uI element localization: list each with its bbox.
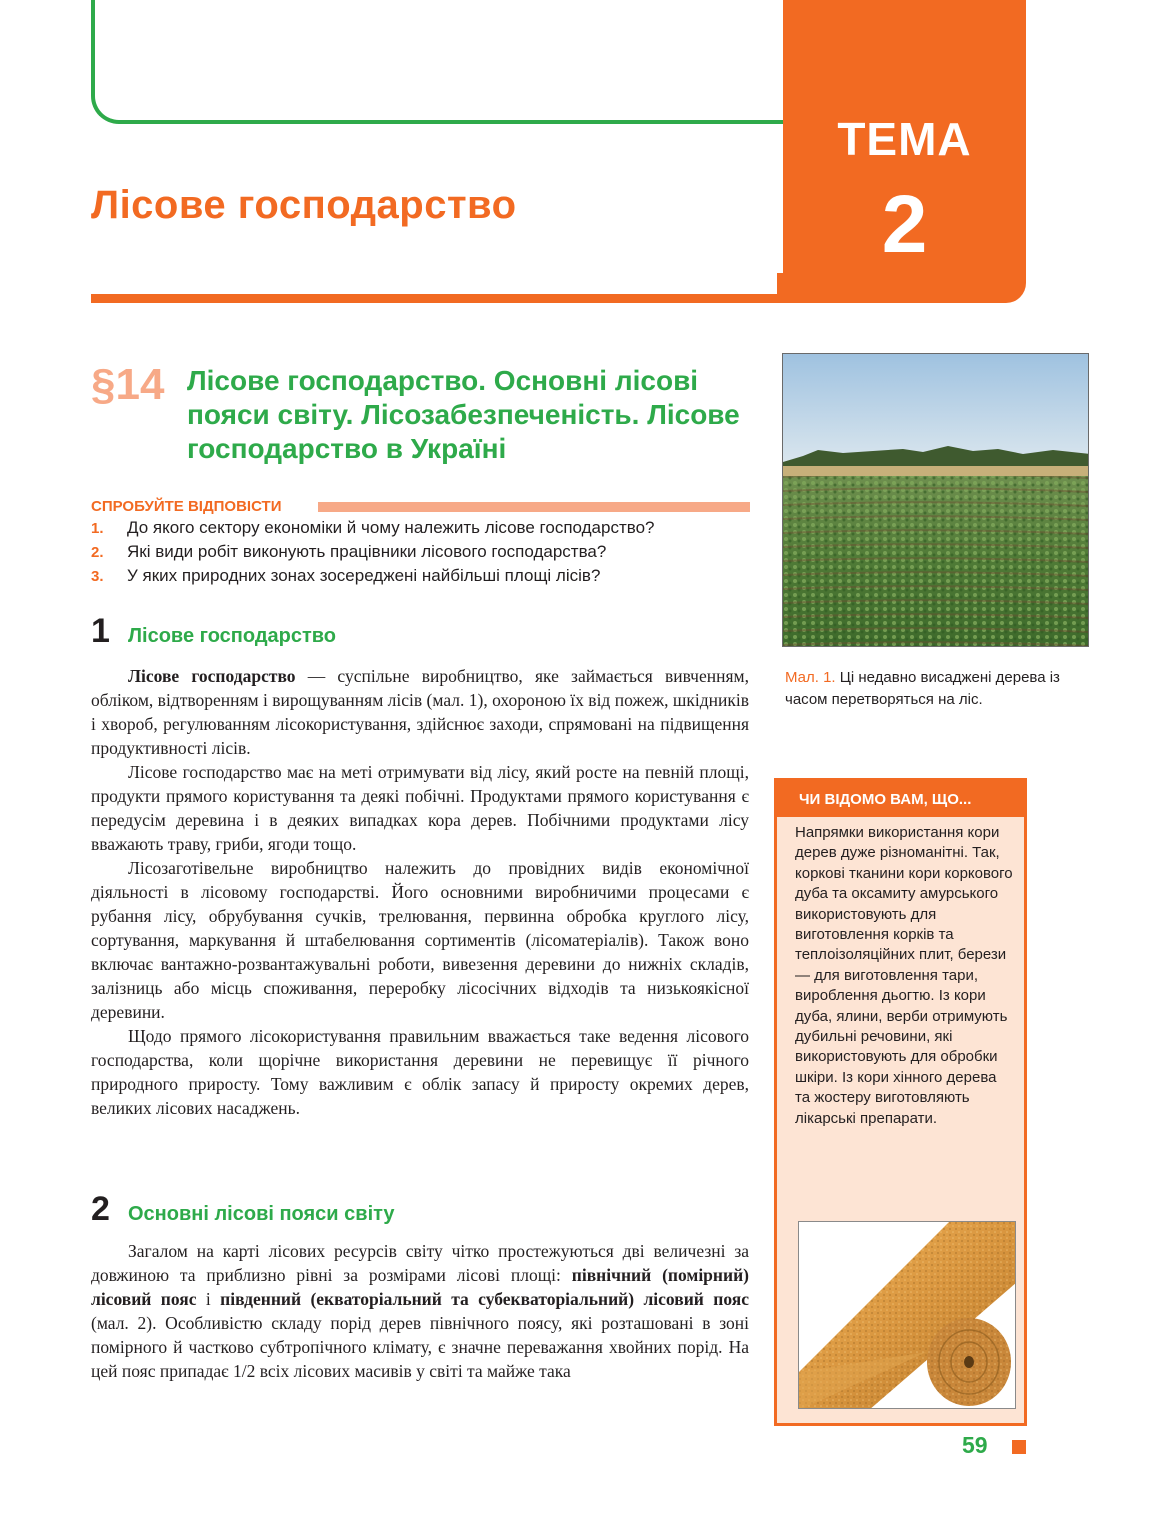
subsection-title: Лісове господарство [128,625,337,647]
did-you-know-title: ЧИ ВІДОМО ВАМ, ЩО... [777,781,1024,817]
did-you-know-text: Напрямки використання кори дерев дуже різноманітні. Так, коркові тканини кори коркового дуба та оксамиту амурського використовують для виготовлення корків та теплоізоляційних плит, берези — для виготовлення тари, вироблення дьогтю. Із кори дуба, ялини, верби отримують дубильні речовини, які використовують для обробки шкіри. Із кори хінного дерева та жостеру виготовляють лікарські препарати. [795,824,1013,1127]
header-frame [91,0,811,124]
questions-title: СПРОБУЙТЕ ВІДПОВІСТИ [91,498,282,515]
paragraph-text: (мал. 2). Особливістю складу порід дерев північного поясу, які розташовані в зоні помірного й частково субтропічного клімату, є значне переважання хвойних порід. На цей пояс припадає 1/2 всіх лісових масивів у світі та майже така [91,1313,749,1381]
figure-label: Мал. 1. [785,669,836,686]
caption-text: Ці недавно висаджені дерева із часом перетворяться на ліс. [785,669,1060,708]
subsection-number: 2 [91,1190,110,1228]
paragraph-text: і [196,1289,221,1309]
figure-1-caption [785,667,1095,711]
section-number: §14 [91,360,165,409]
question-item [91,566,761,590]
term-bold: південний (екваторіальний та субекваторіальний) лісовий пояс [220,1289,749,1309]
question-text: До якого сектору економіки й чому належить лісове господарство? [127,518,655,537]
question-text: У яких природних зонах зосереджені найбільші площі лісів? [127,566,601,585]
subsection-title: Основні лісові пояси світу [128,1203,395,1225]
section-title: Лісове господарство. Основні лісові пояси світу. Лісозабезпеченість. Лісове господарство в Україні [187,365,740,464]
questions-list [91,518,761,590]
questions-title-bar [318,502,750,512]
paragraph: Лісове господарство має на меті отримувати від лісу, який росте на певній площі, продукти прямого користування та деякі побічні. Продуктами прямого користування є передусім деревина і в деяких випадках кора дерев. Побічними продуктами лісу вважають траву, гриби, ягоди тощо. [91,762,749,854]
paragraph: Щодо прямого лісокористування правильним вважається таке ведення лісового господарства, коли щорічне використання деревини не перевищує її річного природного приросту. Тому важливим є облік запасу й приросту окремих дерев, великих лісових насаджень. [91,1026,749,1118]
paragraph: Лісозаготівельне виробництво належить до провідних видів економічної діяльності в лісовому господарстві. Його основними виробничими процесами є рубання лісу, обрубування сучків, трелювання, первинна обробка круглого лісу, сортування, маркування й штабелювання сортиментів (лісоматеріалів). Також воно включає вантажно-розвантажувальні роботи, вивезення деревини до нижніх складів, залізниць або місць споживання, переробку лісосічних відходів та низькоякісної деревини. [91,858,749,1022]
subsection-2-heading [91,1190,395,1229]
subsection-1-body [91,664,749,1120]
did-you-know-box [774,778,1027,1426]
topic-label: ТЕМА [837,113,972,165]
page-number: 59 [962,1432,988,1458]
paragraph [91,1239,749,1383]
term-bold: Лісове господарство [128,666,296,686]
cork-roll-photo [798,1221,1016,1409]
question-item [91,542,761,566]
topic-badge [783,0,1026,303]
paragraph-text: Загалом на карті лісових ресурсів світу чітко простежуються дві величезні за довжиною та приблизно рівні за розмірами лісові площі: [91,1241,749,1285]
question-number: 3. [91,568,104,585]
subsection-1-heading [91,612,336,651]
term-bold: північний (помірний) лісовий пояс [91,1265,749,1309]
cork-roll-image [799,1222,1016,1409]
topic-title: Лісове господарство [91,183,517,227]
field-photo [782,353,1089,647]
field-photo-image [783,354,1089,647]
question-number: 1. [91,520,104,537]
page-number-marker [1012,1440,1026,1454]
paragraph [91,664,749,760]
subsection-2-body [91,1239,749,1383]
topic-number: 2 [881,179,928,270]
question-item [91,518,761,542]
paragraph-text: — суспільне виробництво, яке займається вивченням, обліком, відтворенням і вирощуванням лісів (мал. 1), охороною їх від пожеж, шкідників і хвороб, регулюванням лісокористування, здійснює заходи, спрямовані на підвищення продуктивності лісів. [91,666,749,758]
question-number: 2. [91,544,104,561]
subsection-number: 1 [91,612,110,650]
header-underline [91,294,791,303]
question-text: Які види робіт виконують працівники лісового господарства? [127,542,607,561]
